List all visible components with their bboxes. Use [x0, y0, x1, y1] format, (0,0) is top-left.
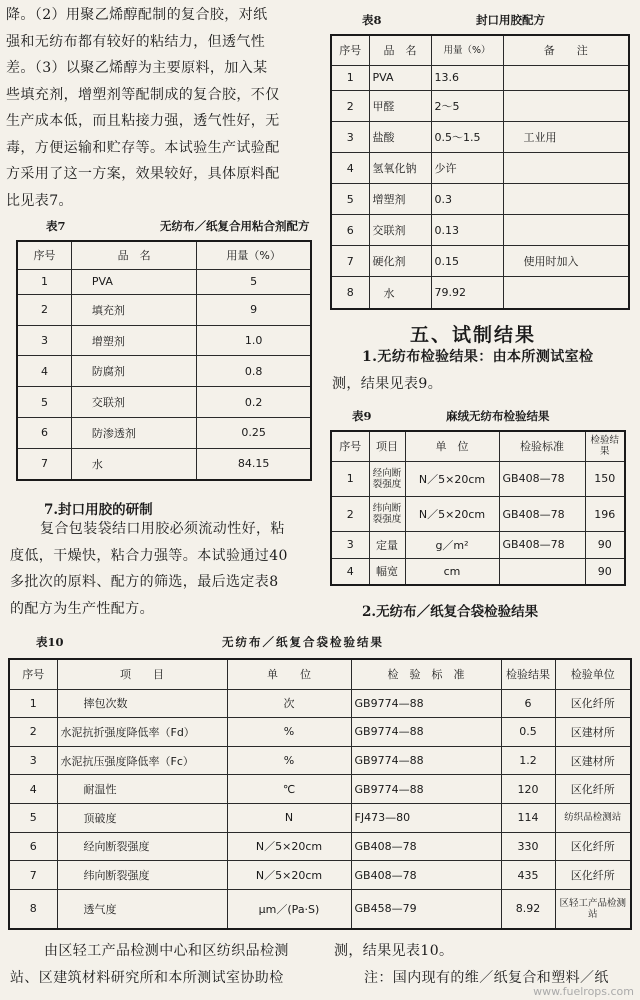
table10-cell: 6: [501, 689, 555, 718]
table7-cell: 0.2: [197, 387, 311, 418]
table9-cell: cm: [405, 558, 499, 585]
table8-cell: 盐酸: [369, 122, 431, 153]
table9-cell: N／5×20cm: [405, 496, 499, 531]
table10-cell: FJ473—80: [351, 804, 501, 833]
bottom-left-paragraph: [10, 938, 322, 991]
table10-cell: 435: [501, 861, 555, 890]
table8-cell: [503, 277, 629, 309]
table7-cell: 防渗透剂: [71, 417, 196, 448]
table9-header: 单 位: [405, 431, 499, 461]
table8-cell: 5: [331, 184, 369, 215]
table10-cell: 区化纤所: [555, 775, 631, 804]
table7-cell: 7: [17, 448, 71, 480]
section5-heading: 五、试制结果: [410, 324, 537, 346]
table10-cell: 2: [9, 718, 57, 747]
table10-cell: 耐温性: [57, 775, 227, 804]
table8-header: 备 注: [503, 35, 629, 65]
table10-cell: 区建材所: [555, 718, 631, 747]
table8-cell: 甲醛: [369, 91, 431, 122]
table8-cell: 硬化剂: [369, 246, 431, 277]
table10-header: 检验单位: [555, 659, 631, 689]
table8-number: 表8: [362, 13, 382, 27]
table9-cell: 1: [331, 461, 369, 496]
table10-cell: N／5×20cm: [227, 861, 351, 890]
section5-sub2: 2.无纺布／纸复合袋检验结果: [362, 604, 539, 620]
table7-cell: 84.15: [197, 448, 311, 480]
table10-cell: μm／(Pa·S): [227, 889, 351, 929]
table8-cell: 4: [331, 153, 369, 184]
table10-cell: 区轻工产品检测站: [555, 889, 631, 929]
table10-cell: 114: [501, 804, 555, 833]
table8-header: 品 名: [369, 35, 431, 65]
table10-cell: %: [227, 718, 351, 747]
intro-line: 毒，方便运输和贮存等。本试验生产试验配: [6, 139, 280, 156]
table8-cell: 工业用: [503, 122, 629, 153]
table9-cell: 2: [331, 496, 369, 531]
table10-cell: 经向断裂强度: [57, 832, 227, 861]
table10-cell: 区化纤所: [555, 689, 631, 718]
table7-cell: 0.8: [197, 356, 311, 387]
table10-header: 序号: [9, 659, 57, 689]
table9-header: 检验标准: [499, 431, 585, 461]
bottom-right-line: 注：国内现有的维／纸复合和塑料／纸: [364, 969, 609, 986]
table8-cell: [503, 153, 629, 184]
table9-cell: 纬向断裂强度: [369, 496, 405, 531]
table10-header: 项 目: [57, 659, 227, 689]
intro-line: 方采用了这一方案，效果较好，具体原料配: [6, 166, 280, 182]
table8-cell: 0.3: [431, 184, 503, 215]
table7-cell: 增塑剂: [71, 325, 196, 356]
section5-sub1-cont: 测，结果见表9。: [332, 375, 443, 392]
table9-cell: g／m²: [405, 532, 499, 558]
bottom-right-line: 测，结果见表10。: [334, 943, 454, 959]
table8-title: 封口用胶配方: [476, 13, 546, 27]
table7-header: 用量（%）: [197, 241, 311, 269]
bottom-left-line: 由区轻工产品检测中心和区纺织品检测: [44, 943, 289, 959]
section7-line: 多批次的原料、配方的筛选，最后选定表8: [10, 574, 279, 590]
table8-cell: 0.15: [431, 246, 503, 277]
table8-cell: 增塑剂: [369, 184, 431, 215]
table9-cell: 3: [331, 532, 369, 558]
table7-cell: 填充剂: [71, 294, 196, 325]
table7-cell: 水: [71, 448, 196, 480]
table10-cell: 区化纤所: [555, 861, 631, 890]
table7-cell: 交联剂: [71, 387, 196, 418]
table8-cell: 少许: [431, 153, 503, 184]
table8-cell: [503, 65, 629, 91]
table10-cell: 水泥抗压强度降低率（Fc）: [57, 746, 227, 775]
table7-cell: 2: [17, 294, 71, 325]
intro-line: 降。（2）用聚乙烯醇配制的复合胶，对纸: [6, 7, 268, 23]
watermark: www.fuelrops.com: [533, 985, 634, 998]
table7-cell: 4: [17, 356, 71, 387]
table9-cell: [499, 558, 585, 585]
section5-sub1: [332, 344, 638, 397]
table7-cell: 防腐剂: [71, 356, 196, 387]
table8-cell: 水: [369, 277, 431, 309]
table9-cell: GB408—78: [499, 496, 585, 531]
table8: [330, 34, 630, 310]
section5-sub1-line: 1.无纺布检验结果：由本所测试室检: [362, 349, 594, 365]
table10-title: 无纺布／纸复合袋检验结果: [222, 635, 385, 649]
table10-cell: 7: [9, 861, 57, 890]
table7-cell: PVA: [71, 269, 196, 294]
table8-cell: 使用时加入: [503, 246, 629, 277]
table7-cell: 6: [17, 417, 71, 448]
table10-cell: GB408—78: [351, 861, 501, 890]
table8-cell: [503, 215, 629, 246]
table7-caption: [46, 218, 310, 234]
table9-header: 检验结果: [585, 431, 625, 461]
table10-cell: N: [227, 804, 351, 833]
intro-line: 强和无纺布都有较好的粘结力，但透气性: [6, 33, 266, 50]
table10-cell: 透气度: [57, 889, 227, 929]
table9-header: 序号: [331, 431, 369, 461]
table10-cell: 区化纤所: [555, 832, 631, 861]
table9-cell: 定量: [369, 532, 405, 558]
table10-cell: 顶破度: [57, 804, 227, 833]
table10-number: 表10: [36, 635, 64, 649]
table9-cell: 90: [585, 558, 625, 585]
table8-cell: 2: [331, 91, 369, 122]
table7-cell: 9: [197, 294, 311, 325]
table9-cell: 196: [585, 496, 625, 531]
table8-cell: 6: [331, 215, 369, 246]
table8-cell: 7: [331, 246, 369, 277]
table7-cell: 3: [17, 325, 71, 356]
table10-cell: 纬向断裂强度: [57, 861, 227, 890]
table8-cell: 8: [331, 277, 369, 309]
table8-cell: 氢氧化钠: [369, 153, 431, 184]
table10-cell: GB9774—88: [351, 746, 501, 775]
table10-cell: 次: [227, 689, 351, 718]
section7-line: 复合包装袋结口用胶必须流动性好，粘: [40, 521, 285, 537]
intro-line: 差。（3）以聚乙烯醇为主要原料，加入某: [6, 60, 268, 76]
table10-cell: 5: [9, 804, 57, 833]
table7-header: 序号: [17, 241, 71, 269]
table8-cell: 79.92: [431, 277, 503, 309]
table10-cell: 330: [501, 832, 555, 861]
bottom-left-line: 站、区建筑材料研究所和本所测试室协助检: [10, 969, 284, 986]
table10-cell: N／5×20cm: [227, 832, 351, 861]
table9-cell: N／5×20cm: [405, 461, 499, 496]
table8-cell: 2～5: [431, 91, 503, 122]
table7-cell: 1: [17, 269, 71, 294]
table10-cell: ℃: [227, 775, 351, 804]
table8-cell: [503, 184, 629, 215]
table10-cell: 区建材所: [555, 746, 631, 775]
table8-cell: 1: [331, 65, 369, 91]
table10-cell: 摔包次数: [57, 689, 227, 718]
table10-cell: 1: [9, 689, 57, 718]
table10-cell: 8: [9, 889, 57, 929]
table9-cell: GB408—78: [499, 532, 585, 558]
table9-header: 项目: [369, 431, 405, 461]
table8-header: 用量（%）: [431, 35, 503, 65]
table10-cell: 水泥抗折强度降低率（Fd）: [57, 718, 227, 747]
table10-cell: 4: [9, 775, 57, 804]
table8-cell: PVA: [369, 65, 431, 91]
section7-heading: 7.封口用胶的研制: [44, 502, 153, 518]
table10-header: 单 位: [227, 659, 351, 689]
table8-cell: 13.6: [431, 65, 503, 91]
table9-cell: 幅宽: [369, 558, 405, 585]
table10-cell: 1.2: [501, 746, 555, 775]
table9-cell: 150: [585, 461, 625, 496]
table10-cell: 0.5: [501, 718, 555, 747]
table7-cell: 5: [197, 269, 311, 294]
table9-title: 麻绒无纺布检验结果: [446, 409, 550, 423]
table10-cell: %: [227, 746, 351, 775]
intro-line: 生产成本低，而且粘接力强，透气性好，无: [6, 113, 280, 129]
table10-cell: 8.92: [501, 889, 555, 929]
table9-caption: [352, 408, 550, 424]
table7-header: 品 名: [71, 241, 196, 269]
table7-cell: 5: [17, 387, 71, 418]
bottom-right-paragraph: [334, 938, 634, 991]
table10-cell: GB9774—88: [351, 775, 501, 804]
table8-cell: 3: [331, 122, 369, 153]
table7: [16, 240, 312, 481]
intro-line: 比见表7。: [6, 192, 73, 209]
intro-paragraph: [6, 2, 318, 214]
table9-cell: 经向断裂强度: [369, 461, 405, 496]
table9-cell: 4: [331, 558, 369, 585]
table8-cell: 0.5～1.5: [431, 122, 503, 153]
table9-cell: 90: [585, 532, 625, 558]
table10-cell: 纺织品检测站: [555, 804, 631, 833]
section7-paragraph: [10, 516, 316, 622]
table10-cell: GB9774—88: [351, 718, 501, 747]
table7-cell: 1.0: [197, 325, 311, 356]
table10-caption: [36, 634, 384, 650]
section7-line: 度低，干燥快，粘合力强等。本试验通过40: [10, 547, 288, 564]
table10-cell: 120: [501, 775, 555, 804]
table8-header: 序号: [331, 35, 369, 65]
table9-cell: GB408—78: [499, 461, 585, 496]
section7-line: 的配方为生产性配方。: [10, 600, 154, 617]
table10: [8, 658, 632, 930]
table10-cell: 6: [9, 832, 57, 861]
table10-cell: GB458—79: [351, 889, 501, 929]
table8-cell: 0.13: [431, 215, 503, 246]
table8-cell: [503, 91, 629, 122]
table8-cell: 交联剂: [369, 215, 431, 246]
table7-number: 表7: [46, 219, 66, 233]
table7-cell: 0.25: [197, 417, 311, 448]
table10-cell: 3: [9, 746, 57, 775]
table10-header: 检验结果: [501, 659, 555, 689]
intro-line: 些填充剂，增塑剂等配制成的复合胶，不仅: [6, 86, 280, 103]
table10-cell: GB408—78: [351, 832, 501, 861]
table10-header: 检 验 标 准: [351, 659, 501, 689]
table8-caption: [362, 12, 545, 28]
table9-number: 表9: [352, 409, 372, 423]
table7-title: 无纺布／纸复合用粘合剂配方: [160, 219, 310, 233]
table10-cell: GB9774—88: [351, 689, 501, 718]
table9: [330, 430, 626, 586]
